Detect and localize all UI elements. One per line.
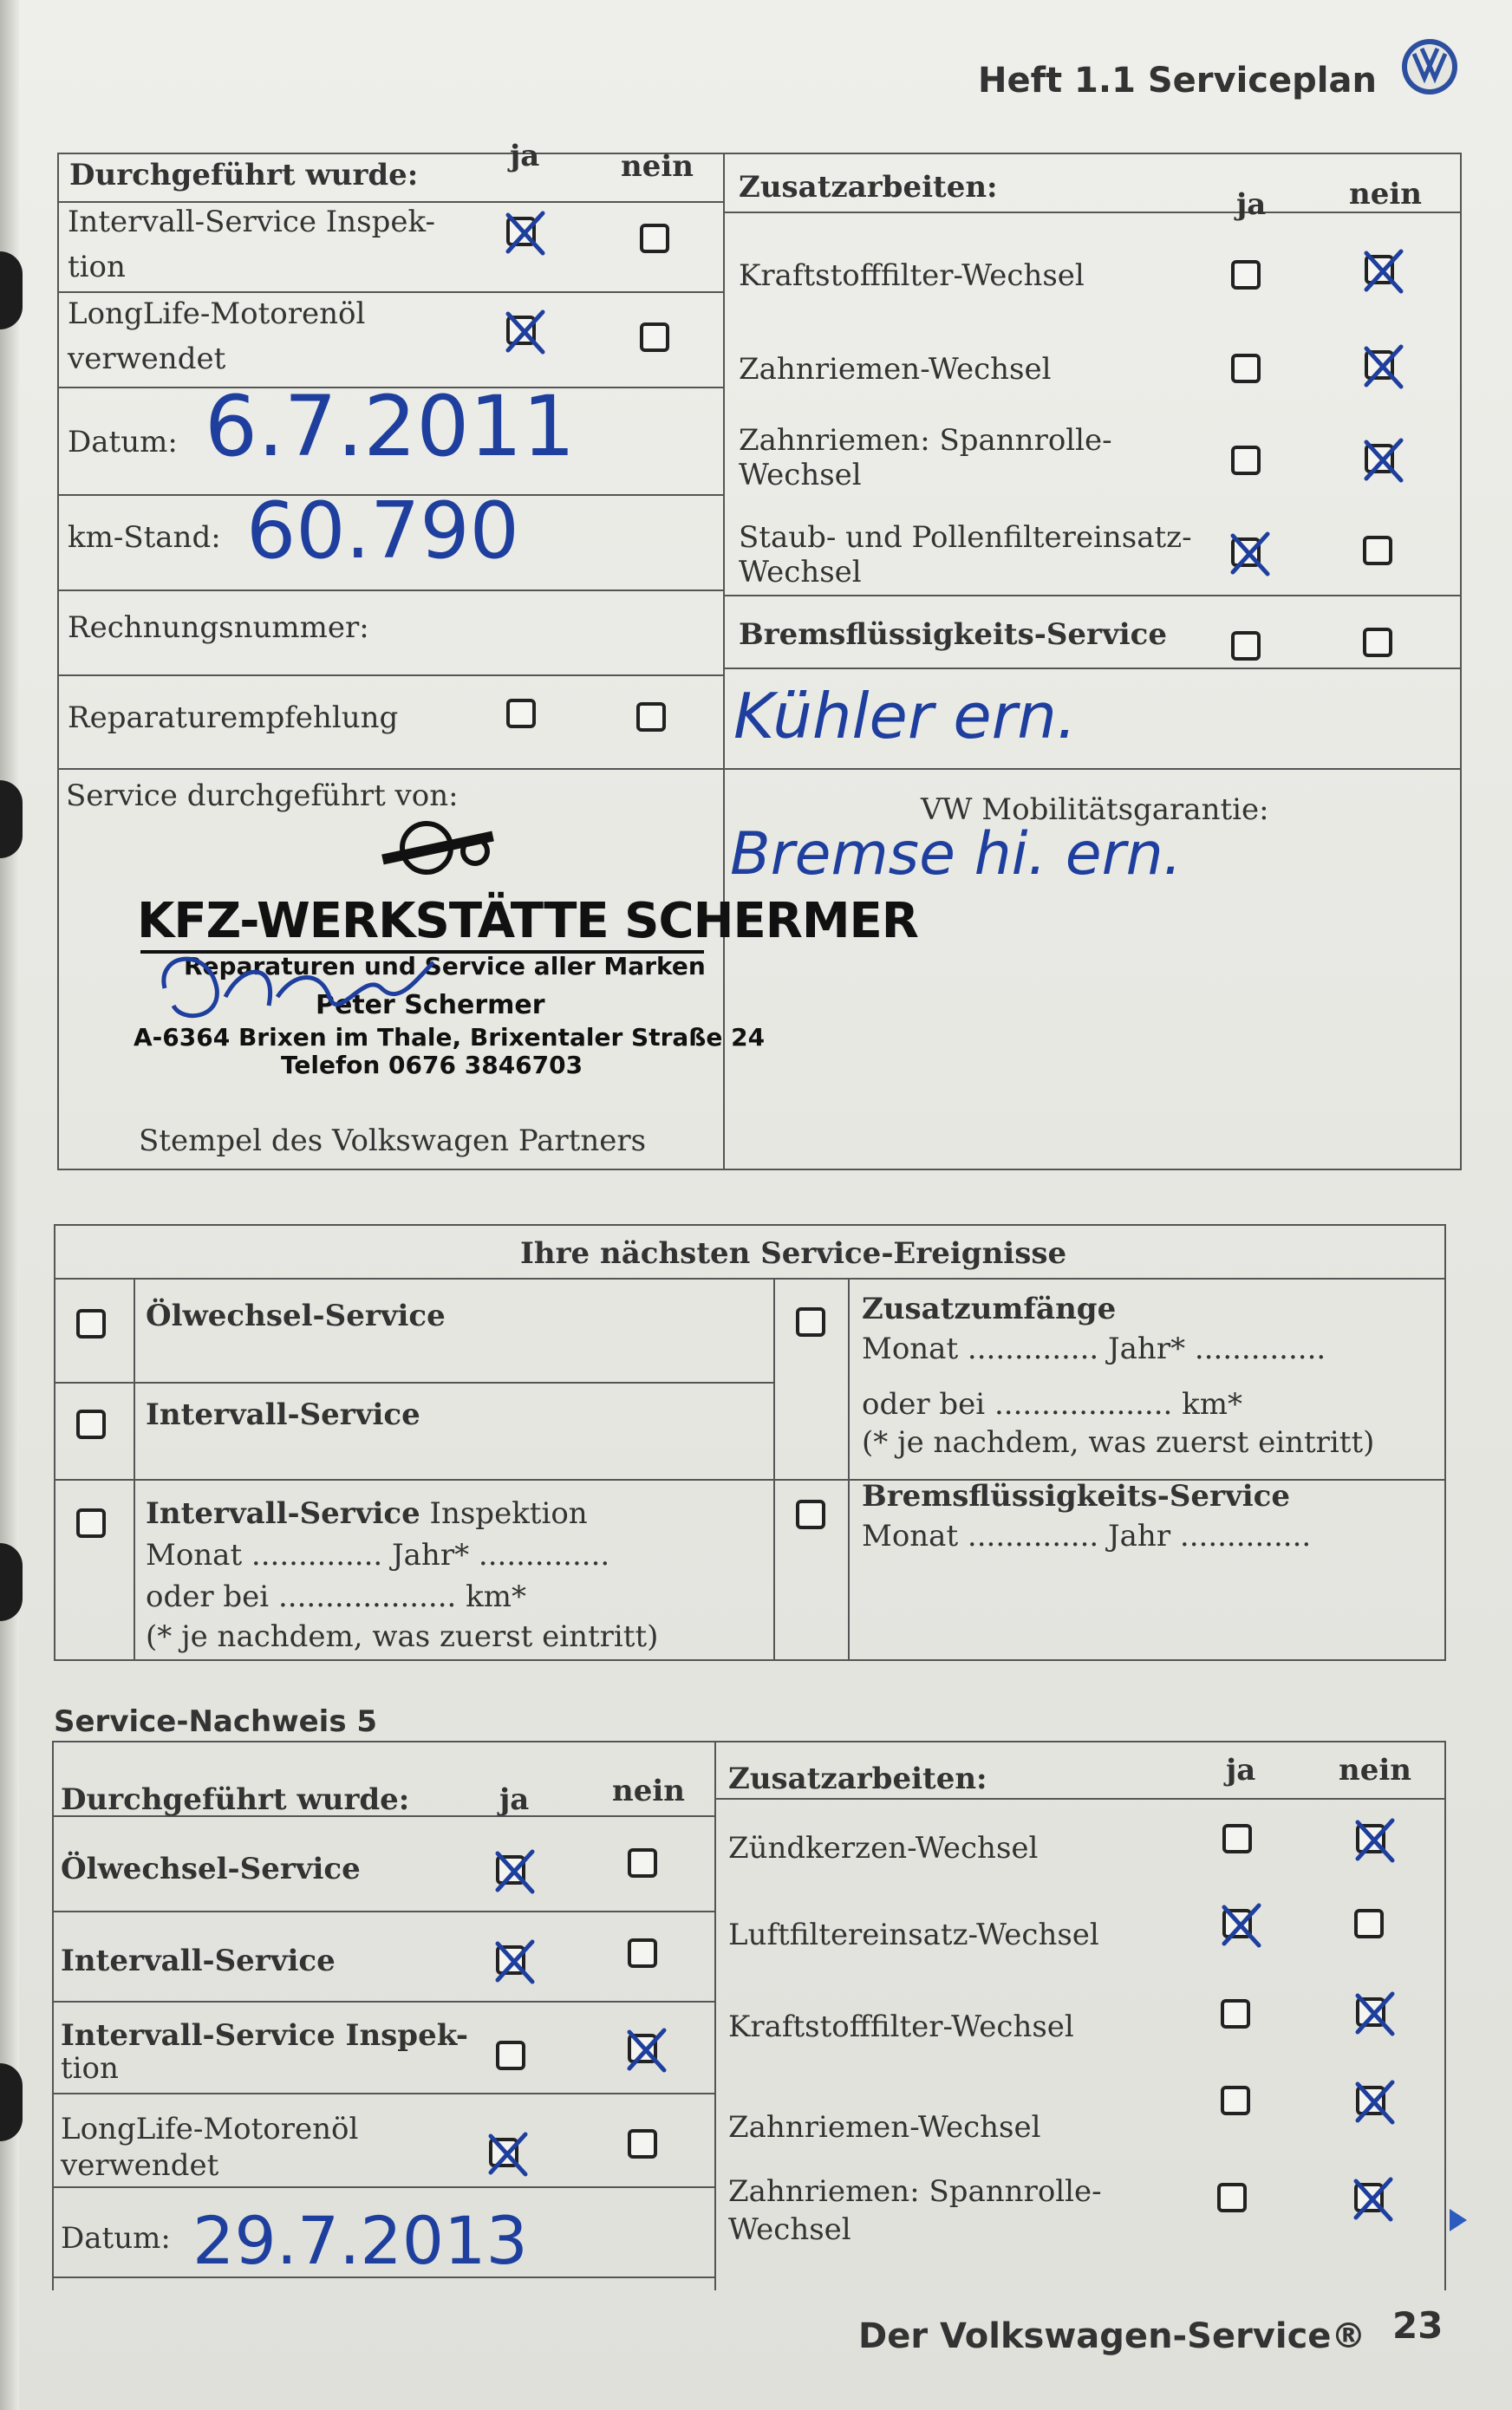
handwritten-note: Bremse hi. ern. bbox=[730, 820, 1183, 889]
brakefluid-ja-checkbox[interactable] bbox=[1231, 631, 1261, 661]
check-mark-icon bbox=[1349, 2174, 1398, 2226]
check-mark-icon bbox=[491, 1937, 539, 1989]
datum-label: Datum: bbox=[61, 2221, 171, 2256]
mobility-guarantee-label: VW Mobilitätsgarantie: bbox=[921, 792, 1269, 827]
timingbelt-ja-checkbox[interactable] bbox=[1231, 354, 1261, 383]
extra-label: Zahnriemen: Spannrolle- bbox=[739, 423, 1112, 458]
check-mark-icon bbox=[1217, 1900, 1266, 1952]
inspection-ja-checkbox[interactable] bbox=[506, 217, 536, 246]
longlife-ja-checkbox[interactable] bbox=[489, 2138, 518, 2167]
handwritten-note: Kühler ern. bbox=[733, 680, 1077, 752]
airfilter-ja-checkbox[interactable] bbox=[1222, 1909, 1252, 1938]
page-number: 23 bbox=[1392, 2304, 1444, 2347]
extra-label: Zahnriemen: Spannrolle- bbox=[728, 2174, 1102, 2209]
inspection-nein-checkbox[interactable] bbox=[640, 224, 669, 253]
extra-label: Luftfiltereinsatz-Wechsel bbox=[728, 1918, 1099, 1952]
row-label-cont: tion bbox=[61, 2051, 119, 2086]
check-mark-icon bbox=[1351, 1815, 1399, 1867]
pollenfilter-ja-checkbox[interactable] bbox=[1231, 537, 1261, 567]
check-mark-icon bbox=[484, 2129, 532, 2181]
brake-fluid-month: Monat .............. Jahr .............. bbox=[862, 1519, 1312, 1553]
extras-km: oder bei ................... km* bbox=[862, 1387, 1242, 1422]
oil-nein-checkbox[interactable] bbox=[628, 1848, 657, 1878]
extras-note: (* je nachdem, was zuerst eintritt) bbox=[862, 1425, 1375, 1460]
check-mark-icon bbox=[622, 2025, 671, 2077]
fuelfilter-ja-checkbox[interactable] bbox=[1231, 260, 1261, 290]
extra-label: Zahnriemen-Wechsel bbox=[728, 2110, 1041, 2145]
extra-label: Zahnriemen-Wechsel bbox=[739, 352, 1052, 387]
next-service-title: Ihre nächsten Service-Ereignisse bbox=[520, 1236, 1067, 1271]
repair-nein-checkbox[interactable] bbox=[636, 702, 666, 732]
fuelfilter-nein-checkbox[interactable] bbox=[1356, 1997, 1385, 2027]
nein-header: nein bbox=[1339, 1753, 1411, 1788]
longlife-nein-checkbox[interactable] bbox=[640, 322, 669, 352]
vw-logo-icon bbox=[1399, 36, 1460, 97]
datum-label: Datum: bbox=[68, 425, 178, 459]
extras-checkbox[interactable] bbox=[796, 1307, 825, 1337]
extra-work-header: Zusatzarbeiten: bbox=[739, 170, 998, 205]
check-mark-icon bbox=[1359, 435, 1408, 487]
extra-label: Kraftstofffilter-Wechsel bbox=[728, 2009, 1074, 2044]
longlife-ja-checkbox[interactable] bbox=[506, 316, 536, 345]
row-label-cont: verwendet bbox=[68, 342, 226, 376]
page-header-title: Heft 1.1 Serviceplan bbox=[978, 61, 1377, 101]
tensioner-ja-checkbox[interactable] bbox=[1231, 446, 1261, 475]
stamp-owner: Peter Schermer bbox=[316, 990, 545, 1020]
inspection-ja-checkbox[interactable] bbox=[496, 2041, 525, 2070]
row-label: Intervall-Service Inspek- bbox=[61, 2018, 469, 2053]
performed-header: Durchgeführt wurde: bbox=[69, 158, 419, 192]
signature bbox=[147, 936, 459, 1040]
row-label: Ölwechsel-Service bbox=[61, 1852, 361, 1886]
brakefluid-nein-checkbox[interactable] bbox=[1363, 628, 1392, 657]
oil-change-label: Ölwechsel-Service bbox=[146, 1299, 446, 1333]
interval-inspection-km: oder bei ................... km* bbox=[146, 1580, 526, 1614]
km-value: 60.790 bbox=[246, 485, 519, 576]
row-label-cont: verwendet bbox=[61, 2148, 219, 2183]
footer-title: Der Volkswagen-Service® bbox=[858, 2316, 1366, 2356]
interval-service-checkbox[interactable] bbox=[76, 1410, 106, 1439]
interval-nein-checkbox[interactable] bbox=[628, 1938, 657, 1968]
check-mark-icon bbox=[1351, 1989, 1399, 2041]
repair-ja-checkbox[interactable] bbox=[506, 699, 536, 728]
extra-label-cont: Wechsel bbox=[739, 458, 862, 492]
interval-inspection-month: Monat .............. Jahr* .............. bbox=[146, 1538, 610, 1573]
interval-inspection-checkbox[interactable] bbox=[76, 1508, 106, 1538]
timingbelt-nein-checkbox[interactable] bbox=[1365, 350, 1394, 380]
ja-header: ja bbox=[1236, 187, 1267, 222]
tensioner-nein-checkbox[interactable] bbox=[1354, 2183, 1384, 2212]
timingbelt-ja-checkbox[interactable] bbox=[1221, 2086, 1250, 2115]
extras-month: Monat .............. Jahr* .............. bbox=[862, 1332, 1326, 1366]
invoice-label: Rechnungsnummer: bbox=[68, 610, 369, 645]
interval-inspection-note: (* je nachdem, was zuerst eintritt) bbox=[146, 1619, 659, 1654]
extra-label: Zündkerzen-Wechsel bbox=[728, 1831, 1039, 1866]
extra-label-cont: Wechsel bbox=[728, 2212, 851, 2247]
tensioner-ja-checkbox[interactable] bbox=[1217, 2183, 1247, 2212]
sparkplug-ja-checkbox[interactable] bbox=[1222, 1824, 1252, 1853]
repair-label: Reparaturempfehlung bbox=[68, 700, 399, 735]
service-record-5-title: Service-Nachweis 5 bbox=[54, 1704, 378, 1739]
nein-header: nein bbox=[612, 1774, 685, 1808]
row-label: Intervall-Service bbox=[61, 1944, 336, 1978]
row-label: Intervall-Service Inspek- bbox=[68, 205, 435, 239]
row-label-cont: tion bbox=[68, 250, 126, 284]
datum-value: 29.7.2013 bbox=[192, 2202, 528, 2279]
extra-label: Bremsflüssigkeits-Service bbox=[739, 617, 1167, 652]
interval-ja-checkbox[interactable] bbox=[496, 1945, 525, 1975]
check-mark-icon bbox=[1351, 2077, 1399, 2129]
pollenfilter-nein-checkbox[interactable] bbox=[1363, 536, 1392, 565]
stamp-name: KFZ-WERKSTÄTTE SCHERMER bbox=[137, 893, 918, 949]
check-mark-icon bbox=[501, 208, 550, 260]
oil-ja-checkbox[interactable] bbox=[496, 1855, 525, 1885]
km-label: km-Stand: bbox=[68, 520, 221, 555]
datum-value: 6.7.2011 bbox=[205, 378, 576, 475]
extra-label: Kraftstofffilter-Wechsel bbox=[739, 258, 1085, 293]
extras-title: Zusatzumfänge bbox=[862, 1292, 1117, 1326]
nein-header: nein bbox=[1349, 177, 1422, 212]
fuelfilter-nein-checkbox[interactable] bbox=[1365, 255, 1394, 284]
check-mark-icon bbox=[491, 1847, 539, 1899]
row-label: LongLife-Motorenöl bbox=[68, 296, 366, 331]
check-mark-icon bbox=[501, 307, 550, 359]
ja-header: ja bbox=[499, 1782, 530, 1817]
oil-change-checkbox[interactable] bbox=[76, 1309, 106, 1339]
tensioner-nein-checkbox[interactable] bbox=[1365, 444, 1394, 473]
interval-inspection-label: Intervall-Service Inspektion bbox=[146, 1496, 588, 1531]
extra-label-cont: Wechsel bbox=[739, 555, 862, 589]
check-mark-icon bbox=[1359, 342, 1408, 394]
stamp-caption: Stempel des Volkswagen Partners bbox=[139, 1124, 647, 1158]
workshop-logo-icon bbox=[373, 817, 503, 886]
nein-header: nein bbox=[621, 149, 694, 184]
continue-arrow-icon bbox=[1448, 2207, 1469, 2233]
extra-work-header: Zusatzarbeiten: bbox=[728, 1762, 987, 1796]
sparkplug-nein-checkbox[interactable] bbox=[1356, 1824, 1385, 1853]
check-mark-icon bbox=[1226, 529, 1274, 581]
inspection-nein-checkbox[interactable] bbox=[628, 2034, 657, 2063]
performed-header: Durchgeführt wurde: bbox=[61, 1782, 410, 1817]
ja-header: ja bbox=[1226, 1753, 1256, 1788]
brake-fluid-checkbox[interactable] bbox=[796, 1500, 825, 1529]
page-edge-shadow bbox=[0, 0, 19, 2410]
extra-label: Staub- und Pollenfiltereinsatz- bbox=[739, 520, 1192, 555]
stamp-phone: Telefon 0676 3846703 bbox=[281, 1051, 583, 1079]
airfilter-nein-checkbox[interactable] bbox=[1354, 1909, 1384, 1938]
row-label: LongLife-Motorenöl bbox=[61, 2112, 359, 2146]
stamp-address: A-6364 Brixen im Thale, Brixentaler Straße 24 bbox=[134, 1023, 766, 1052]
serviced-by-label: Service durchgeführt von: bbox=[66, 778, 459, 813]
fuelfilter-ja-checkbox[interactable] bbox=[1221, 1999, 1250, 2029]
timingbelt-nein-checkbox[interactable] bbox=[1356, 2086, 1385, 2115]
stamp-subtitle: Reparaturen und Service aller Marken bbox=[184, 952, 706, 980]
longlife-nein-checkbox[interactable] bbox=[628, 2129, 657, 2159]
interval-service-label: Intervall-Service bbox=[146, 1397, 420, 1432]
brake-fluid-title: Bremsflüssigkeits-Service bbox=[862, 1479, 1290, 1514]
ja-header: ja bbox=[510, 139, 540, 173]
check-mark-icon bbox=[1359, 246, 1408, 298]
